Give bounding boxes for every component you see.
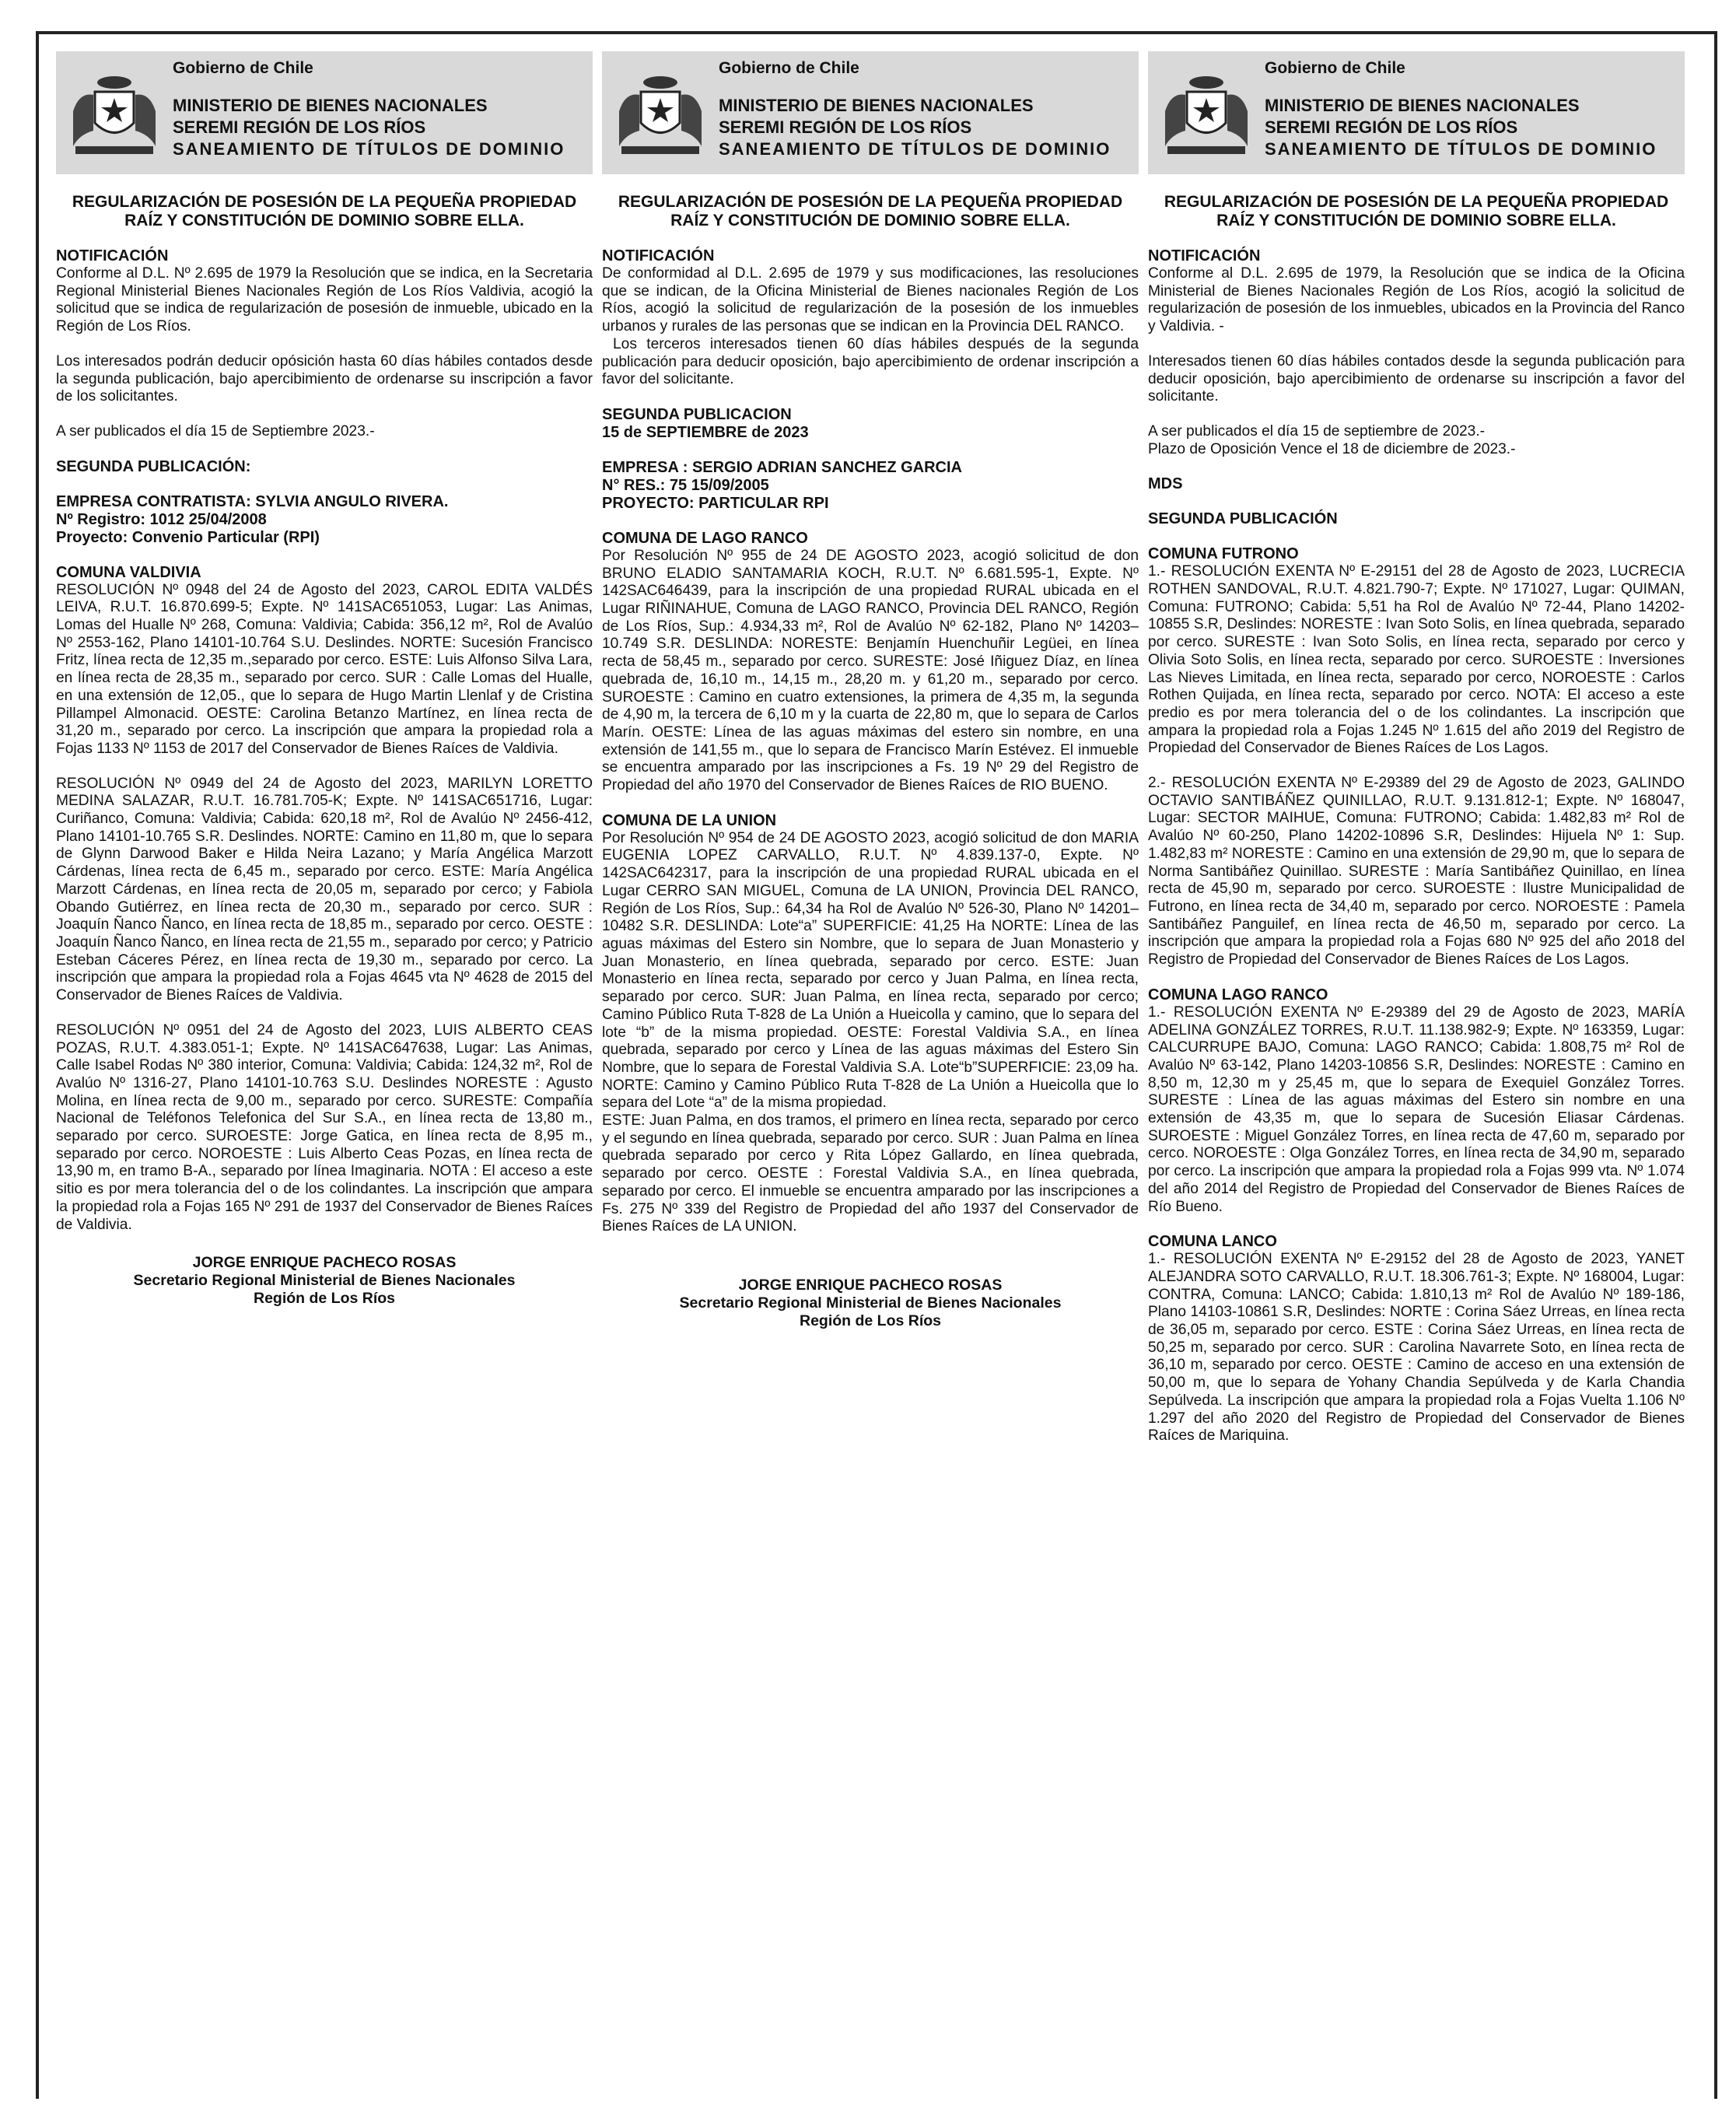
resolution-paragraph: RESOLUCIÓN Nº 0951 del 24 de Agosto del 2023, LUIS ALBERTO CEAS POZAS, R.U.T. 4.383.051-1; Expte. Nº 141SAC647638, Lugar: Las Animas, Calle Isabel Rodas Nº 380 interior, Comuna: Valdivia; Cabida: 124,32 m², Rol de Avalúo Nº 1316-27, Plano 14101-10.763 S.U. Deslindes NORESTE : Agusto Molina, en línea recta de 9,00 m., separado por cerco. SURESTE: Compañía Nacional de Teléfonos Telefonica del Sur S.A., en línea recta de 13,80 m., separado por cerco. SUROESTE: Jorge Gatica, en línea recta de 8,95 m., separado por cerco. NOROESTE : Luis Alberto Ceas Pozas, en línea recta de 13,90 m, en tramo B-A., separado por línea Imaginaria. NOTA : El acceso a este sitio es por mera tolerancia del o de los colindantes. La inscripción que ampara la propiedad rola a Fojas 165 Nº 291 de 1937 del Conservador de Bienes Raíces de Valdivia. xyxy=(56,1021,593,1233)
government-label: Gobierno de Chile xyxy=(1265,59,1405,77)
opposition-text: Interesados tienen 60 días hábiles contados desde la segunda publicación para deducir oposición, bajo apercibimiento de ordenarse su inscripción a favor del solicitante. xyxy=(1148,352,1685,405)
signatory-region: Región de Los Ríos xyxy=(253,1290,395,1308)
notification-heading: NOTIFICACIÓN xyxy=(1148,247,1261,264)
registry-number: Nº Registro: 1012 25/04/2008 xyxy=(56,510,267,528)
signatory-name: JORGE ENRIQUE PACHECO ROSAS xyxy=(192,1254,457,1272)
signatory-role: Secretario Regional Ministerial de Bienes Nacionales xyxy=(679,1294,1062,1312)
resolution-paragraph: 1.- RESOLUCIÓN EXENTA Nº E-29389 del 29 de Agosto de 2023, MARÍA ADELINA GONZÁLEZ TORRES, R.U.T. 11.138.982-9; Expte. Nº 163359, Lugar: CALCURRUPE BAJO, Comuna: LAGO RANCO; Cabida: 1.808,75 m² Rol de Avalúo Nº 63-142, Plano 14203-10856 S.R, Deslindes: NORESTE : Camino en 8,50 m, 12,30 m y 25,45 m, que lo separa de Exequiel González Torres. SURESTE : Línea de las aguas máximas del Estero sin nombre en una extensión de 43,35 m, que lo separa de Sucesión Eliasar Cárdenas. SUROESTE : Miguel González Torres, en línea recta de 47,60 m, separado por cerco. NOROESTE : Olga González Torres, en línea recta de 34,90 m, separado por cerco. La inscripción que ampara la propiedad rola a Fojas 999 vta. Nº 1.074 del año 2014 del Registro de Propiedad del Conservador de Bienes Raíces de Río Bueno. xyxy=(1148,1003,1685,1215)
ministry-header xyxy=(1148,51,1685,174)
commune-heading: COMUNA DE LA UNION xyxy=(602,811,777,829)
government-label: Gobierno de Chile xyxy=(719,59,859,77)
signatory-name: JORGE ENRIQUE PACHECO ROSAS xyxy=(738,1276,1003,1294)
signature-block xyxy=(602,1277,1139,1330)
ministry-name: MINISTERIO DE BIENES NACIONALES xyxy=(719,96,1034,115)
commune-heading: COMUNA LANCO xyxy=(1148,1233,1277,1251)
notification-text: Conforme al D.L. Nº 2.695 de 1979 la Resolución que se indica, en la Secretaria Regional Ministerial Bienes Nacionales Región de Los Ríos Valdivia, acogió la solicitud que se indica de regularización de posesión de inmueble, ubicado en la Región de Los Ríos. xyxy=(56,265,593,335)
project-name: Proyecto: Convenio Particular (RPI) xyxy=(56,528,320,546)
government-label: Gobierno de Chile xyxy=(173,59,313,77)
chile-coat-of-arms-icon xyxy=(64,68,165,160)
signatory-role: Secretario Regional Ministerial de Bienes Nacionales xyxy=(133,1272,516,1290)
seremi-name: SEREMI REGIÓN DE LOS RÍOS xyxy=(173,117,426,137)
second-publication-label: SEGUNDA PUBLICACION xyxy=(602,405,792,423)
resolution-paragraph: ESTE: Juan Palma, en dos tramos, el primero en línea recta, separado por cerco y el segundo en línea quebrada, separado por cerco. SUR : Juan Palma en línea quebrada separado por cerco y Rita López Gallardo, en línea quebrada, separado por cerco. OESTE : Forestal Valdivia S.A., en línea quebrada, separado por cerco. El inmueble se encuentra amparado por las inscripciones a Fs. 275 Nº 339 del Registro de Propiedad del año 1937 del Conservador de Bienes Raíces de LA UNION. xyxy=(602,1112,1139,1235)
notice-title: REGULARIZACIÓN DE POSESIÓN DE LA PEQUEÑA PROPIEDAD RAÍZ Y CONSTITUCIÓN DE DOMINIO SOBRE ELLA. xyxy=(72,193,577,229)
notification-text: De conformidad al D.L. 2.695 de 1979 y sus modificaciones, las resoluciones que se indican, de la Oficina Ministerial de Bienes nacionales Región de Los Ríos, acogió la solicitud de regularización de la posesión de los inmuebles urbanos y rurales de las personas que se indican en la Provincia DEL RANCO. xyxy=(602,265,1139,335)
second-publication-date: 15 de SEPTIEMBRE de 2023 xyxy=(602,423,809,441)
project-name: PROYECTO: PARTICULAR RPI xyxy=(602,494,829,512)
ministry-header xyxy=(56,51,593,174)
signature-block xyxy=(56,1254,593,1308)
publication-date: A ser publicados el día 15 de septiembre de 2023.- xyxy=(1148,422,1486,440)
initials-label: MDS xyxy=(1148,475,1183,493)
ministry-name: MINISTERIO DE BIENES NACIONALES xyxy=(173,96,488,115)
notification-text: Conforme al D.L. 2.695 de 1979, la Resolución que se indica de la Oficina Ministerial de Bienes Nacionales Región de Los Ríos, acogió la solicitud de regularización de posesión de los inmuebles, ubicados en la Provincia del Ranco y Valdivia. - xyxy=(1148,265,1685,335)
commune-heading: COMUNA FUTRONO xyxy=(1148,545,1299,563)
contractor-name: EMPRESA : SERGIO ADRIAN SANCHEZ GARCIA xyxy=(602,458,962,476)
commune-heading: COMUNA VALDIVIA xyxy=(56,563,201,581)
notice-title: REGULARIZACIÓN DE POSESIÓN DE LA PEQUEÑA PROPIEDAD RAÍZ Y CONSTITUCIÓN DE DOMINIO SOBRE ELLA. xyxy=(1164,193,1669,229)
chile-coat-of-arms-icon xyxy=(610,68,711,160)
notice-column-1 xyxy=(56,51,593,1308)
second-publication-label: SEGUNDA PUBLICACIÓN xyxy=(1148,510,1338,528)
program-name: SANEAMIENTO DE TÍTULOS DE DOMINIO xyxy=(173,139,565,159)
resolution-paragraph: 2.- RESOLUCIÓN EXENTA Nº E-29389 del 29 de Agosto de 2023, GALINDO OCTAVIO SANTIBÁÑEZ QUINILLAO, R.U.T. 9.131.812-1; Expte. Nº 168047, Lugar: SECTOR MAIHUE, Comuna: FUTRONO; Cabida: 1.482,83 m² Rol de Avalúo Nº 60-250, Plano 14202-10896 S.R, Deslindes: Hijuela Nº 1: Sup. 1.482,83 m² NORESTE : Camino en una extensión de 29,90 m, que lo separa de Norma Santibáñez Quinillao. SURESTE : María Santibáñez Quinillao, en línea recta de 45,90 m, separado por cerco. SUROESTE : Ilustre Municipalidad de Futrono, en línea recta de 34,40 m, separado por cerco. NOROESTE : Pamela Santibáñez Panguilef, en línea recta de 46,50 m, separado por cerco. La inscripción que ampara la propiedad rola a Fojas 680 Nº 925 del año 2018 del Registro de Propiedad del Conservador de Bienes Raíces de Los Lagos. xyxy=(1148,775,1685,968)
resolution-paragraph: 1.- RESOLUCIÓN EXENTA Nº E-29152 del 28 de Agosto de 2023, YANET ALEJANDRA SOTO CARVALLO, R.U.T. 18.306.761-3; Expte. Nº 168004, Lugar: CONTRA, Comuna: LANCO; Cabida: 1.810,13 m² Rol de Avalúo Nº 189-186, Plano 14103-10861 S.R, Deslindes: NORTE : Corina Sáez Urreas, en línea recta de 36,05 m, separado por cerco. ESTE : Corina Sáez Urreas, en línea recta de 50,25 m, separado por cerco. SUR : Carolina Navarrete Soto, en línea recta de 36,10 m, separado por cerco. OESTE : Camino de acceso en una extensión de 50,00 m, que lo separa de Yohany Chandia Sepúlveda y de Karla Chandia Sepúlveda. La inscripción que ampara la propiedad rola a Fojas Vuelta 1.106 Nº 1.297 del año 2020 del Registro de Propiedad del Conservador de Bienes Raíces de Mariquina. xyxy=(1148,1251,1685,1445)
program-name: SANEAMIENTO DE TÍTULOS DE DOMINIO xyxy=(1265,139,1657,159)
opposition-deadline: Plazo de Oposición Vence el 18 de diciembre de 2023.- xyxy=(1148,440,1516,457)
ministry-header xyxy=(602,51,1139,174)
resolution-number: N° RES.: 75 15/09/2005 xyxy=(602,476,769,494)
ministry-name: MINISTERIO DE BIENES NACIONALES xyxy=(1265,96,1580,115)
notification-heading: NOTIFICACIÓN xyxy=(56,247,169,264)
second-publication-label: SEGUNDA PUBLICACIÓN: xyxy=(56,457,251,475)
seremi-name: SEREMI REGIÓN DE LOS RÍOS xyxy=(1265,117,1518,137)
resolution-paragraph: RESOLUCIÓN Nº 0949 del 24 de Agosto del 2023, MARILYN LORETTO MEDINA SALAZAR, R.U.T. 16.781.705-K; Expte. Nº 141SAC651716, Lugar: Curiñanco, Comuna: Valdivia; Cabida: 620,18 m², Rol de Avalúo Nº 2456-412, Plano 14101-10.765 S.R. Deslindes. NORTE: Camino en 11,80 m, que lo separa de Glynn Darwood Baker e Hilda Neira Lazano; y María Angélica Marzott Cárdenas, línea recta de 6,45 m., separado por cerco. ESTE: María Angélica Marzott Cárdenas, en línea recta de 20,05 m, separado por cerco; y Fabiola Obando Gutiérrez, en línea recta de 20,30 m., separado por cerco. SUR : Joaquín Ñanco Ñanco, en línea recta de 18,85 m., separado por cerco. OESTE : Joaquín Ñanco Ñanco, en línea recta de 21,55 m., separado por cerco; y Patricio Esteban Cáceres Pérez, en línea recta de 19,30 m., separado por cerco. La inscripción que ampara la propiedad rola a Fojas 4645 vta Nº 4628 de 2015 del Conservador de Bienes Raíces de Valdivia. xyxy=(56,775,593,1004)
commune-heading: COMUNA DE LAGO RANCO xyxy=(602,529,808,547)
opposition-text: Los interesados podrán deducir opósición hasta 60 días hábiles contados desde la segunda publicación, bajo apercibimiento de ordenarse su inscripción a favor de los solicitantes. xyxy=(56,352,593,405)
chile-coat-of-arms-icon xyxy=(1156,68,1257,160)
resolution-paragraph: Por Resolución Nº 955 de 24 DE AGOSTO 2023, acogió solicitud de don BRUNO ELADIO SANTAMARIA KOCH, R.U.T. Nº 6.681.595-1, Expte. Nº 142SAC646439, para la inscripción de una propiedad RURAL ubicada en el Lugar RIÑINAHUE, Comuna de LAGO RANCO, Provincia DEL RANCO, Región de Los Ríos, Sup.: 4.934,33 m², Rol de Avalúo Nº 62-182, Plano Nº 14203–10.749 S.R. DESLINDA: NORESTE: Benjamín Huenchuñir Legüei, en línea recta de 58,45 m., separado por cerco. SURESTE: José Iñiguez Díaz, en línea quebrada de, 16,10 m., 14,15 m., 28,20 m. y 61,20 m., separado por cerco. SUROESTE : Camino en cuatro extensiones, la primera de 4,35 m, la segunda de 4,90 m, la tercera de 6,10 m y la cuarta de 22,80 m, que lo separa de Carlos Marín. OESTE: Línea de las aguas máximas del estero sin nombre, en una extensión de 141,55 m., que lo separa de Francisco Marín Estévez. El inmueble se encuentra amparado por las inscripciones a Fs. 19 Nº 29 del Registro de Propiedad del año 1970 del Conservador de Bienes Raíces de RIO BUENO. xyxy=(602,547,1139,794)
notice-title: REGULARIZACIÓN DE POSESIÓN DE LA PEQUEÑA PROPIEDAD RAÍZ Y CONSTITUCIÓN DE DOMINIO SOBRE ELLA. xyxy=(618,193,1123,229)
seremi-name: SEREMI REGIÓN DE LOS RÍOS xyxy=(719,117,972,137)
notice-column-3 xyxy=(1148,51,1685,1445)
notice-column-2 xyxy=(602,51,1139,1330)
resolution-paragraph: Por Resolución Nº 954 de 24 DE AGOSTO 2023, acogió solicitud de don MARIA EUGENIA LOPEZ CARVALLO, R.U.T. Nº 4.839.137-0, Expte. Nº 142SAC642317, para la inscripción de una propiedad RURAL ubicada en el Lugar CERRO SAN MIGUEL, Comuna de LA UNION, Provincia DEL RANCO, Región de Los Ríos, Sup.: 64,34 ha Rol de Avalúo Nº 526-30, Plano Nº 14201–10482 S.R. DESLINDA: Lote“a” SUPERFICIE: 41,25 Ha NORTE: Línea de las aguas máximas del Estero sin Nombre, que lo separa de Juan Monasterio y Juan Monasterio, en línea quebrada, separado por cerco. ESTE: Juan Monasterio en línea recta, separado por cerco y Juan Palma, en línea recta, separado por cerco. SUR: Juan Palma, en línea recta, separado por cerco; Camino Público Ruta T-828 de La Unión a Hueicolla y camino, que lo separa del lote “b” de la misma propiedad. OESTE: Forestal Valdivia S.A., en línea quebrada, separado por cerco y Línea de las aguas máximas del Estero Sin Nombre, que lo separa de Forestal Valdivia S.A. Lote“b”SUPERFICIE: 23,09 ha. NORTE: Camino y Camino Público Ruta T-828 de La Unión a Hueicolla que lo separa del Lote “a” de la misma propiedad. xyxy=(602,829,1139,1112)
signatory-region: Región de Los Ríos xyxy=(799,1312,941,1329)
notification-heading: NOTIFICACIÓN xyxy=(602,247,715,264)
resolution-paragraph: 1.- RESOLUCIÓN EXENTA Nº E-29151 del 28 de Agosto de 2023, LUCRECIA ROTHEN SANDOVAL, R.U.T. 4.821.790-7; Expte. Nº 171027, Lugar: QUIMAN, Comuna: FUTRONO; Cabida: 5,51 ha Rol de Avalúo Nº 72-44, Plano 14202-10855 S.R, Deslindes: NORESTE : Ivan Soto Solis, en línea quebrada, separado por cerco. SURESTE : Ivan Soto Solis, en línea recta, separado por cerco y Olivia Soto Solis, en línea recta, separado por cerco. SUROESTE : Inversiones Las Nieves Limitada, en línea recta, separado por cerco, NOROESTE : Carlos Rothen Quijada, en línea recta, separado por cerco. NOTA: El acceso a este predio es por mera tolerancia del o de los colindantes. La inscripción que ampara la propiedad rola a Fojas 1.245 Nº 1.615 del año 2019 del Registro de Propiedad del Conservador de Bienes Raíces de Los Lagos. xyxy=(1148,563,1685,757)
program-name: SANEAMIENTO DE TÍTULOS DE DOMINIO xyxy=(719,139,1111,159)
publication-date: A ser publicados el día 15 de Septiembre 2023.- xyxy=(56,422,375,440)
contractor-name: EMPRESA CONTRATISTA: SYLVIA ANGULO RIVERA. xyxy=(56,492,449,510)
resolution-paragraph: RESOLUCIÓN Nº 0948 del 24 de Agosto del 2023, CAROL EDITA VALDÉS LEIVA, R.U.T. 16.870.699-5; Expte. Nº 141SAC651053, Lugar: Las Animas, Lomas del Hualle Nº 268, Comuna: Valdivia; Cabida: 356,12 m², Rol de Avalúo Nº 2553-162, Plano 14101-10.764 S.U. Deslindes. NORTE: Sucesión Francisco Fritz, línea recta de 12,35 m.,separado por cerco. ESTE: Luis Alfonso Silva Lara, en línea recta de 28,35 m., separado por cerco. SUR : Calle Lomas del Hualle, en una extensión de 12,05., que lo separa de Hugo Martin Llenlaf y de Cristina Pillampel Almonacid. OESTE: Carolina Betanzo Martínez, en línea recta de 31,20 m., separado por cerco. La inscripción que ampara la propiedad rola a Fojas 1133 Nº 1153 de 2017 del Conservador de Bienes Raíces de Valdivia. xyxy=(56,581,593,757)
commune-heading: COMUNA LAGO RANCO xyxy=(1148,986,1328,1003)
opposition-text: Los terceros interesados tienen 60 días hábiles después de la segunda publicación para deducir oposición, bajo apercibimiento de ordenar inscripción a favor del solicitante. xyxy=(602,335,1139,388)
